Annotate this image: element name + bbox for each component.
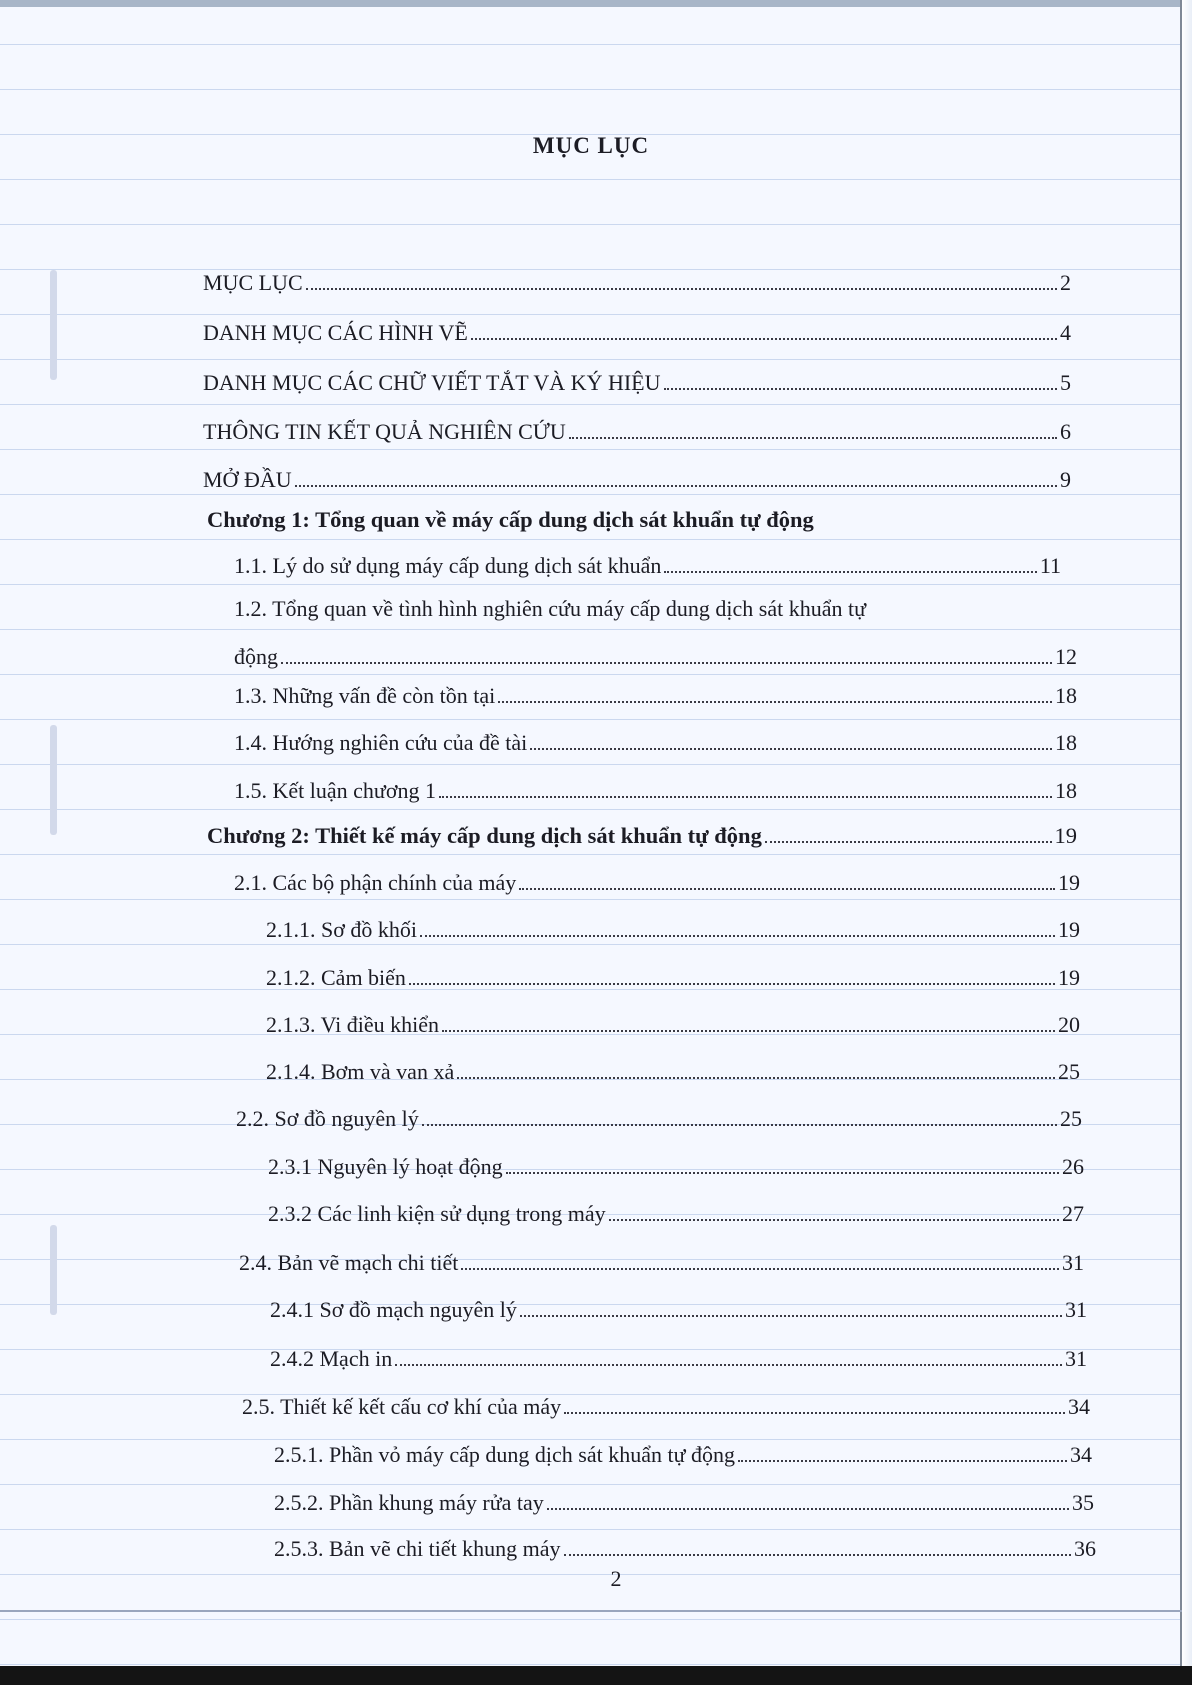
toc-entry-label: Chương 2: Thiết kế máy cấp dung dịch sát khuẩn tự động	[207, 823, 762, 848]
toc-entry[interactable]	[203, 459, 1071, 493]
toc-entry-label: MỤC LỤC	[203, 270, 303, 295]
toc-entry[interactable]	[236, 1098, 1082, 1132]
toc-entry-page: 18	[1055, 778, 1077, 803]
toc-entry-page: 35	[1072, 1490, 1094, 1515]
toc-entry-label: DANH MỤC CÁC CHỮ VIẾT TẮT VÀ KÝ HIỆU	[203, 370, 661, 395]
toc-entry-label-continued: động	[234, 644, 278, 669]
toc-entry-page: 34	[1070, 1442, 1092, 1467]
toc-entry-continuation	[234, 628, 1077, 670]
toc-entry[interactable]	[234, 770, 1077, 804]
toc-entry[interactable]	[234, 722, 1077, 756]
toc-leader-dots	[520, 1315, 1062, 1317]
toc-leader-dots	[306, 288, 1057, 290]
toc-entry-page: 31	[1065, 1346, 1087, 1371]
toc-entry-page: 18	[1055, 730, 1077, 755]
toc-entry-page: 19	[1058, 965, 1080, 990]
toc-entry-label: 2.1.4. Bơm và van xả	[266, 1059, 455, 1084]
page-title: MỤC LỤC	[532, 133, 650, 158]
toc-entry-label: 2.4.1 Sơ đồ mạch nguyên lý	[270, 1297, 517, 1322]
toc-entry[interactable]	[234, 545, 1061, 579]
toc-leader-dots	[295, 485, 1057, 487]
toc-entry-page: 20	[1058, 1012, 1080, 1037]
toc-entry-label: 2.5.3. Bản vẽ chi tiết khung máy	[274, 1536, 561, 1561]
toc-entry-page: 25	[1058, 1059, 1080, 1084]
toc-entry[interactable]	[270, 1289, 1087, 1323]
scan-bottom-edge	[0, 1666, 1192, 1685]
toc-entry-label: 1.4. Hướng nghiên cứu của đề tài	[234, 730, 528, 755]
page-number: 2	[610, 1566, 622, 1591]
toc-leader-dots	[519, 888, 1055, 890]
toc-entry-label: THÔNG TIN KẾT QUẢ NGHIÊN CỨU	[203, 419, 566, 444]
toc-entry[interactable]	[234, 862, 1080, 896]
toc-leader-dots	[498, 701, 1052, 703]
toc-chapter-heading[interactable]	[207, 499, 1071, 533]
toc-entry-label: 2.1.3. Vi điều khiển	[266, 1012, 440, 1037]
toc-entry-label: 2.2. Sơ đồ nguyên lý	[236, 1106, 419, 1131]
toc-leader-dots	[471, 338, 1057, 340]
toc-entry-label: 2.1. Các bộ phận chính của máy	[234, 870, 517, 895]
toc-entry-page: 6	[1060, 419, 1071, 444]
toc-leader-dots	[569, 437, 1057, 439]
toc-leader-dots	[530, 748, 1052, 750]
toc-leader-dots	[664, 388, 1058, 390]
toc-entry-label: MỞ ĐẦU	[203, 467, 292, 492]
toc-entry[interactable]	[274, 1482, 1094, 1516]
toc-entry-label: 2.3.1 Nguyên lý hoạt động	[268, 1154, 503, 1179]
toc-entry-page: 34	[1068, 1394, 1090, 1419]
toc-entry-page: 25	[1060, 1106, 1082, 1131]
toc-entry[interactable]	[203, 262, 1071, 296]
toc-entry-label: 2.4. Bản vẽ mạch chi tiết	[239, 1250, 459, 1275]
toc-entry[interactable]	[270, 1338, 1087, 1372]
toc-entry-page: 36	[1074, 1536, 1096, 1561]
toc-entry-page: 9	[1060, 467, 1071, 492]
toc-leader-dots	[664, 571, 1036, 573]
toc-entry-page: 18	[1055, 683, 1077, 708]
toc-entry-label: 1.3. Những vấn đề còn tồn tại	[234, 683, 496, 708]
toc-entry-page: 5	[1060, 370, 1071, 395]
toc-entry-page: 19	[1054, 823, 1077, 848]
toc-leader-dots	[281, 662, 1052, 664]
toc-entry-page: 27	[1062, 1201, 1084, 1226]
toc-leader-dots	[564, 1412, 1065, 1414]
toc-entry-page: 19	[1058, 917, 1080, 942]
toc-entry-page: 31	[1062, 1250, 1084, 1275]
toc-entry-page: 12	[1055, 644, 1077, 669]
toc-leader-dots	[461, 1268, 1059, 1270]
toc-entry-page: 26	[1062, 1154, 1084, 1179]
toc-entry-label: 1.5. Kết luận chương 1	[234, 778, 436, 803]
toc-entry-label: 2.1.1. Sơ đồ khối	[266, 917, 417, 942]
toc-leader-dots	[420, 935, 1055, 937]
toc-leader-dots	[506, 1172, 1059, 1174]
toc-entry-page: 11	[1039, 553, 1061, 578]
toc-entry[interactable]	[239, 1242, 1084, 1276]
toc-leader-dots	[609, 1219, 1059, 1221]
toc-entry[interactable]	[234, 590, 1077, 670]
toc-entry[interactable]	[234, 675, 1077, 709]
toc-entry-label: Chương 1: Tổng quan về máy cấp dung dịch sát khuẩn tự động	[207, 507, 814, 532]
toc-entry-label: 2.1.2. Cảm biến	[266, 965, 406, 990]
toc-entry[interactable]	[203, 312, 1071, 346]
toc-entry[interactable]	[268, 1193, 1084, 1227]
toc-entry-page: 31	[1065, 1297, 1087, 1322]
toc-entry[interactable]	[274, 1528, 1096, 1562]
toc-entry-label: 2.5.1. Phần vỏ máy cấp dung dịch sát khuẩn tự động	[274, 1442, 736, 1467]
toc-leader-dots	[765, 841, 1052, 843]
toc-leader-dots	[564, 1554, 1071, 1556]
toc-entry-page: 2	[1060, 270, 1071, 295]
toc-entry-label: 2.5.2. Phần khung máy rửa tay	[274, 1490, 544, 1515]
toc-leader-dots	[395, 1364, 1062, 1366]
toc-leader-dots	[738, 1460, 1067, 1462]
toc-entry-label: 2.3.2 Các linh kiện sử dụng trong máy	[268, 1201, 606, 1226]
toc-leader-dots	[442, 1030, 1055, 1032]
toc-entry[interactable]	[242, 1386, 1090, 1420]
toc-entry[interactable]	[203, 362, 1071, 396]
toc-entry-label: 2.4.2 Mạch in	[270, 1346, 393, 1371]
toc-leader-dots	[409, 983, 1055, 985]
toc-leader-dots	[547, 1508, 1069, 1510]
toc-entry[interactable]	[268, 1146, 1084, 1180]
toc-entry-label: 2.5. Thiết kế kết cấu cơ khí của máy	[242, 1394, 562, 1419]
toc-leader-dots	[422, 1124, 1057, 1126]
toc-entry[interactable]	[266, 1004, 1080, 1038]
toc-entry-label: 1.1. Lý do sử dụng máy cấp dung dịch sát khuẩn	[234, 553, 662, 578]
toc-entry-label: 1.2. Tổng quan về tình hình nghiên cứu máy cấp dung dịch sát khuẩn tự	[234, 596, 866, 621]
toc-entry-page: 4	[1060, 320, 1071, 345]
toc-entry[interactable]	[266, 957, 1080, 991]
toc-entry[interactable]	[203, 411, 1071, 445]
toc-leader-dots	[457, 1077, 1055, 1079]
toc-entry[interactable]	[266, 909, 1080, 943]
toc-entry-label: DANH MỤC CÁC HÌNH VẼ	[203, 320, 468, 345]
scan-bottom-rule	[0, 1610, 1182, 1612]
toc-leader-dots	[439, 796, 1052, 798]
toc-chapter-heading[interactable]	[207, 815, 1077, 849]
toc-entry-page: 19	[1058, 870, 1080, 895]
toc-entry[interactable]	[274, 1434, 1092, 1468]
toc-entry[interactable]	[266, 1051, 1080, 1085]
